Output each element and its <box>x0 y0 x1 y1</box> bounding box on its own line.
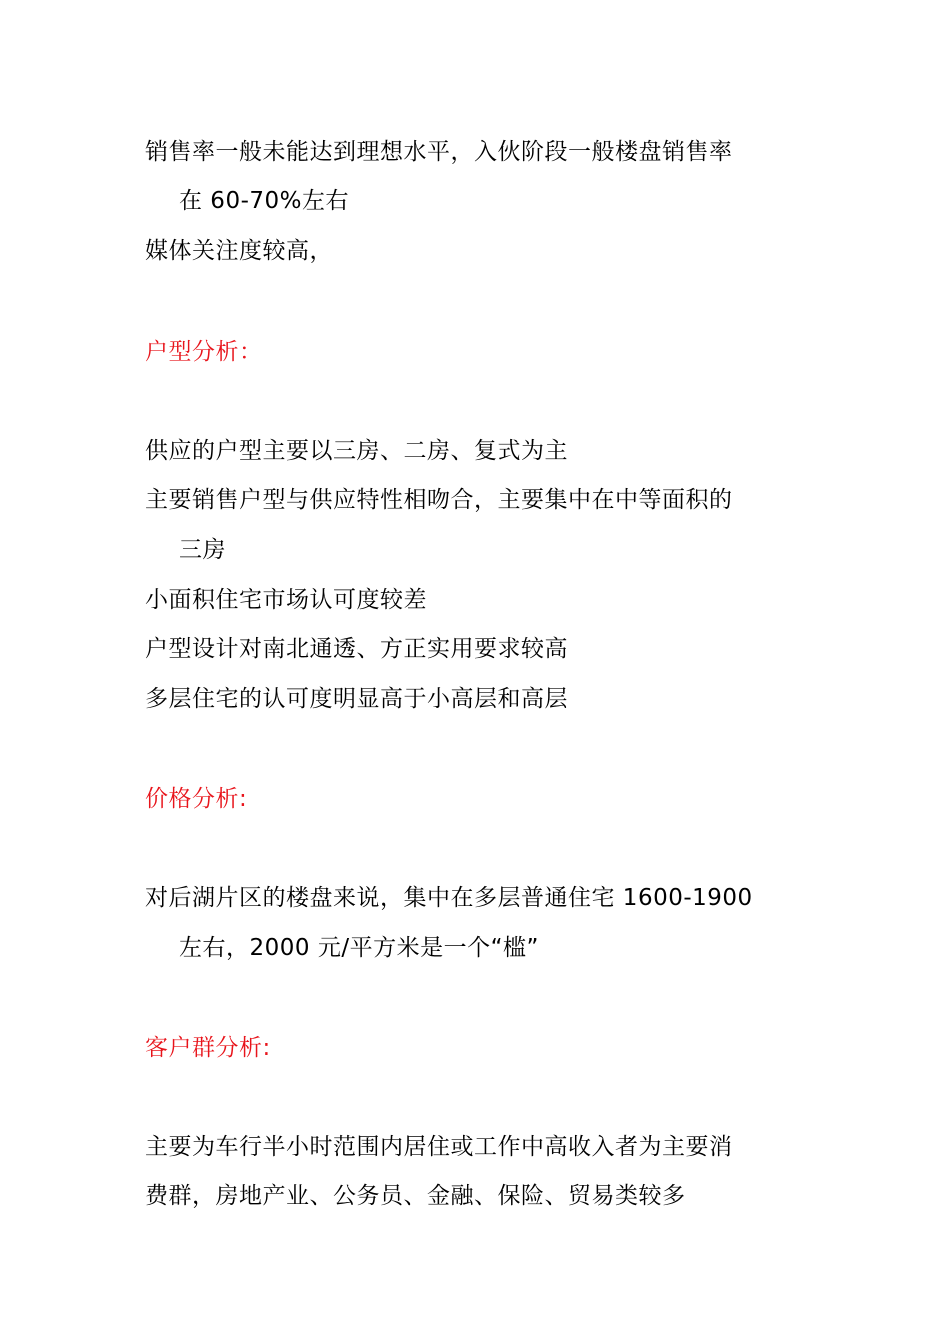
price-line-1-continuation: 左右，2000 元/平方米是一个“槛” <box>179 935 539 961</box>
unit-type-line-4: 户型设计对南北通透、方正实用要求较高 <box>145 636 568 662</box>
unit-type-heading: 户型分析： <box>145 339 263 365</box>
unit-type-line-1: 供应的户型主要以三房、二房、复式为主 <box>145 438 568 464</box>
price-line-1: 对后湖片区的楼盘来说，集中在多层普通住宅 1600-1900 <box>145 885 753 911</box>
customer-heading: 客户群分析: <box>145 1035 271 1061</box>
price-heading: 价格分析: <box>145 786 248 812</box>
unit-type-line-2-continuation: 三房 <box>179 537 226 563</box>
unit-type-line-5: 多层住宅的认可度明显高于小高层和高层 <box>145 686 568 712</box>
intro-sales-rate-continuation: 在 60-70%左右 <box>179 188 349 214</box>
intro-sales-rate-line: 销售率一般未能达到理想水平，入伙阶段一般楼盘销售率 <box>145 139 733 165</box>
unit-type-line-3: 小面积住宅市场认可度较差 <box>145 587 427 613</box>
customer-line-2: 费群，房地产业、公务员、金融、保险、贸易类较多 <box>145 1183 686 1209</box>
customer-line-1: 主要为车行半小时范围内居住或工作中高收入者为主要消 <box>145 1134 733 1160</box>
intro-media-attention-line: 媒体关注度较高， <box>145 238 333 264</box>
unit-type-line-2: 主要销售户型与供应特性相吻合，主要集中在中等面积的 <box>145 487 733 513</box>
